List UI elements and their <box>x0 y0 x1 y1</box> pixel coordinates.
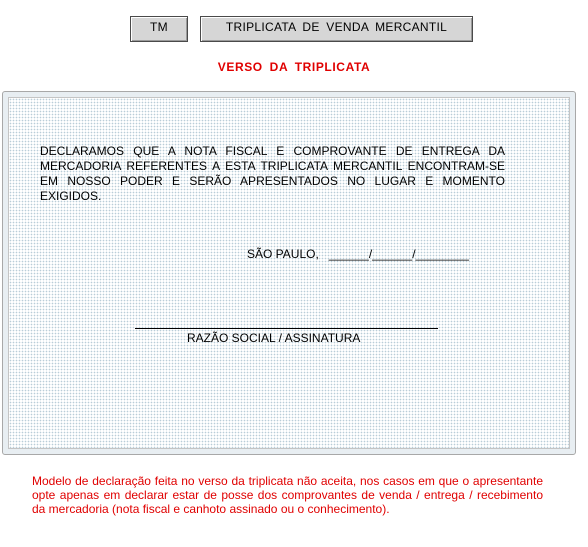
signature-line <box>135 328 438 329</box>
tm-label-box <box>130 16 188 42</box>
date-line: SÃO PAULO, ______/______/________ <box>247 247 469 261</box>
tm-label: TM <box>150 20 168 34</box>
footnote: Modelo de declaração feita no verso da triplicata não aceita, nos casos em que o apresentante opte apenas em declarar estar de posse dos comprovantes de venda / entrega / recebimento da mercadoria (nota fiscal e canhoto assinado ou o conhecimento). <box>32 474 543 516</box>
signature-label: RAZÃO SOCIAL / ASSINATURA <box>187 331 361 345</box>
document-title: TRIPLICATA DE VENDA MERCANTIL <box>225 20 448 34</box>
subtitle: VERSO DA TRIPLICATA <box>217 60 371 74</box>
declaration-text: DECLARAMOS QUE A NOTA FISCAL E COMPROVANTE DE ENTREGA DA MERCADORIA REFERENTES A ESTA TRIPLICATA MERCANTIL ENCONTRAM-SE EM NOSSO PODER E SERÃO APRESENTADOS NO LUGAR E MOMENTO EXIGIDOS. <box>40 144 505 203</box>
title-box <box>200 16 473 42</box>
